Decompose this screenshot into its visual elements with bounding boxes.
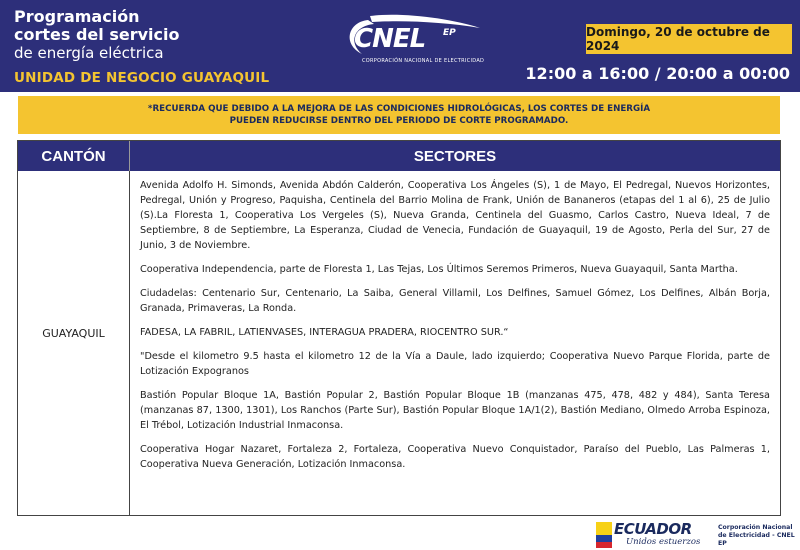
- date-badge: [586, 24, 792, 54]
- sector-paragraph: Bastión Popular Bloque 1A, Bastión Popular 2, Bastión Popular Bloque 1B (manzanas 475, 478, 482 y 484), Santa Teresa (manzanas 87, 1300, 1301), Los Ranchos (Parte Sur), Bastión Popular Bloque 1A/1(2), Bastión Mediano, Olmedo Arroba Espinoza, El Trébol, Lotización Industrial Inmaconsa.: [140, 390, 770, 431]
- title-line-3: de energía eléctrica: [14, 44, 164, 62]
- sector-paragraph: Cooperativa Independencia, parte de Floresta 1, Las Tejas, Los Últimos Seremos Primeros, Nueva Guayaquil, Santa Martha.: [140, 264, 738, 275]
- ecuador-wordmark: ECUADOR: [614, 520, 692, 538]
- footer-logos: [596, 518, 800, 550]
- header-banner: [0, 0, 800, 92]
- sector-paragraph: Avenida Adolfo H. Simonds, Avenida Abdón Calderón, Cooperativa Los Ángeles (S), 1 de Mayo, El Pedregal, Nuevos Horizontes, Pedregal, Unión y Progreso, Paquisha, Centinela del Barrio Molina de Frank, Unión de Bananeros (etapas del 1 al 6), 25 de Julio (S).La Floresta 1, Cooperativa Los Vergeles (S), Nueva Granda, Centinela del Guasmo, Carlos Castro, Nueva Ideal, 7 de Septiembre, 8 de Septiembre, La Esperanza, Ciudad de Venecia, Fundación de Guayaquil, 19 de Agosto, Perla del Sur, 27 de Junio, 3 de Noviembre.: [140, 180, 770, 251]
- sector-paragraph: FADESA, LA FABRIL, LATIENVASES, INTERAGUA PRADERA, RIOCENTRO SUR.“: [140, 327, 509, 338]
- logo-subtitle: CORPORACIÓN NACIONAL DE ELECTRICIDAD: [362, 58, 485, 64]
- sector-paragraph: "Desde el kilometro 9.5 hasta el kilometro 12 de la Vía a Daule, lado izquierdo; Cooperativa Nuevo Parque Florida, parte de Lotización Expogranos: [140, 351, 770, 377]
- date-text: Domingo, 20 de octubre de 2024: [586, 25, 770, 53]
- logo-ep: EP: [443, 28, 456, 38]
- logo-wordmark: CNEL: [354, 24, 426, 54]
- column-header-sectores: SECTORES: [413, 147, 497, 165]
- schedule-table: [17, 140, 781, 516]
- canton-cell: GUAYAQUIL: [42, 327, 105, 340]
- page-title: [14, 8, 179, 62]
- title-line-1: Programación: [14, 7, 140, 26]
- notice-line-1: *RECUERDA QUE DEBIDO A LA MEJORA DE LAS CONDICIONES HIDROLÓGICAS, LOS CORTES DE ENERGÍA: [147, 104, 651, 114]
- cnel-logo: [340, 14, 490, 62]
- corp-line-1: Corporación Nacional: [718, 524, 793, 531]
- business-unit-label: UNIDAD DE NEGOCIO GUAYAQUIL: [14, 70, 270, 86]
- column-header-canton: CANTÓN: [18, 141, 130, 171]
- notice-line-2: PUEDEN REDUCIRSE DENTRO DEL PERIODO DE CORTE PROGRAMADO.: [229, 116, 569, 126]
- table-header-row: [18, 141, 780, 171]
- ecuador-slogan: Unidos estuerzos: [626, 537, 701, 547]
- corporation-name: [718, 524, 798, 548]
- time-range: 12:00 a 16:00 / 20:00 a 00:00: [525, 64, 790, 83]
- sector-paragraph: Ciudadelas: Centenario Sur, Centenario, La Saiba, General Villamil, Los Delfines, Samuel Gómez, Los Delfines, Albán Borja, Granada, Primaveras, La Ronda.: [140, 288, 770, 314]
- corp-line-2: de Electricidad - CNEL EP: [718, 532, 795, 547]
- ecuador-flag-icon: [596, 522, 612, 548]
- sector-paragraph: Cooperativa Hogar Nazaret, Fortaleza 2, Fortaleza, Cooperativa Nuevo Conquistador, Paraíso del Pueblo, Las Palmeras 1, Cooperativa Nueva Generación, Lotización Inmaconsa.: [140, 444, 770, 470]
- notice-banner: [18, 96, 780, 134]
- column-divider: [129, 171, 130, 515]
- sectors-cell: [140, 178, 770, 481]
- title-line-2: cortes del servicio: [14, 25, 180, 44]
